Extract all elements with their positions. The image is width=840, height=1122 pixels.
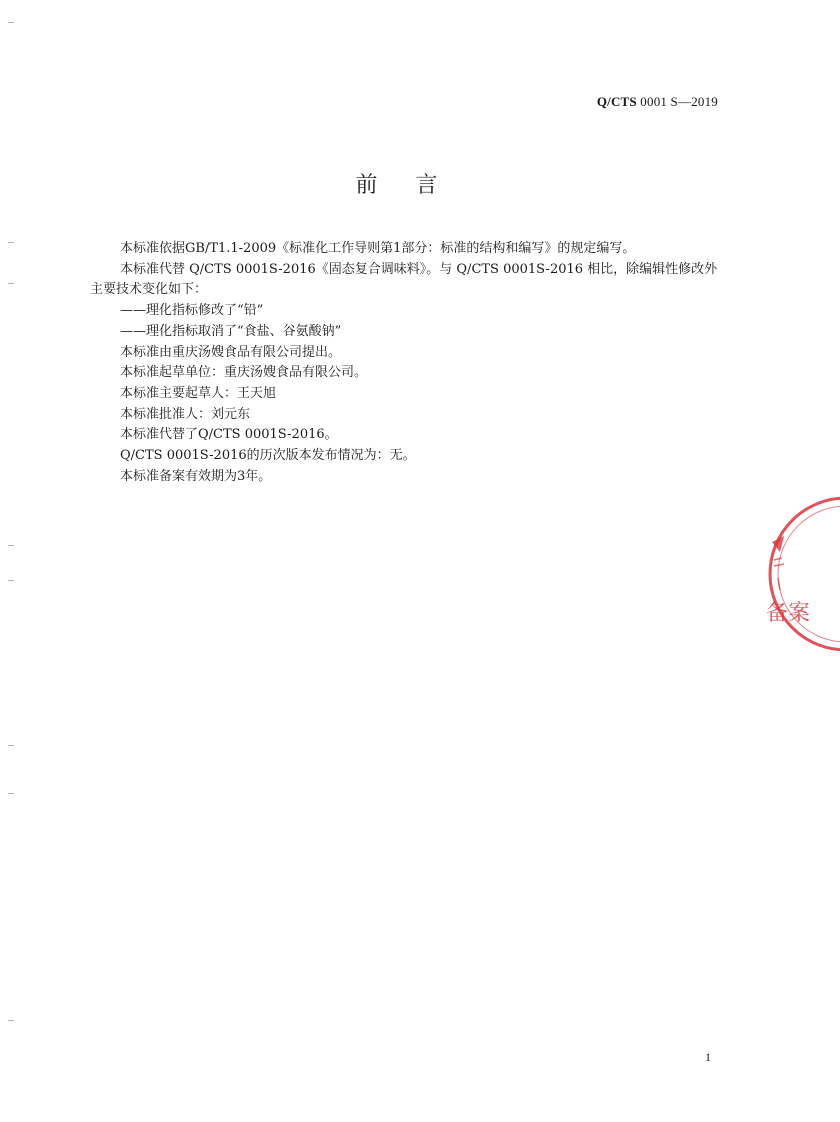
scan-artifact — [8, 793, 14, 794]
scan-artifact — [8, 242, 14, 243]
change-item-lead: ——理化指标修改了“铅” — [120, 303, 264, 319]
scan-artifact — [8, 283, 14, 284]
paragraph-approver: 本标准批准人：刘元东 — [120, 406, 251, 422]
paragraph-superseded: 本标准代替了Q/CTS 0001S-2016。 — [120, 427, 338, 443]
scan-artifact — [8, 22, 14, 23]
page-number: 1 — [705, 1050, 711, 1064]
scan-artifact — [8, 580, 14, 581]
paragraph-drafter: 本标准主要起草人：王天旭 — [120, 385, 277, 401]
standard-code — [597, 94, 718, 110]
standard-code-number: 0001 S—2019 — [636, 94, 718, 109]
paragraph-replaces-continued: 主要技术变化如下： — [90, 282, 208, 298]
scan-artifact — [8, 545, 14, 546]
foreword-body — [90, 239, 720, 487]
paragraph-drafting-unit: 本标准起草单位：重庆汤嫂食品有限公司。 — [120, 365, 368, 381]
paragraph-proposer: 本标准由重庆汤嫂食品有限公司提出。 — [120, 344, 342, 360]
seal-icon — [760, 494, 840, 654]
page-title: 前言 — [355, 173, 476, 198]
standard-code-prefix: Q/CTS — [596, 94, 637, 109]
change-item-salt: ——理化指标取消了“食盐、谷氨酸钠” — [120, 323, 342, 339]
paragraph-replaces: 本标准代替 Q/CTS 0001S-2016《固态复合调味料》。与 Q/CTS 0001S-2016 相比，除编辑性修改外 — [120, 261, 718, 277]
official-seal-stamp — [760, 494, 840, 654]
paragraph-basis: 本标准依据GB/T1.1-2009《标准化工作导则第1部分：标准的结构和编写》的规定编写。 — [120, 241, 636, 256]
paragraph-validity: 本标准备案有效期为3年。 — [120, 468, 272, 484]
scan-artifact — [8, 745, 14, 746]
paragraph-version-history: Q/CTS 0001S-2016的历次版本发布情况为：无。 — [120, 448, 416, 464]
scan-artifact — [8, 1020, 14, 1021]
seal-text: 备案 — [766, 601, 811, 626]
